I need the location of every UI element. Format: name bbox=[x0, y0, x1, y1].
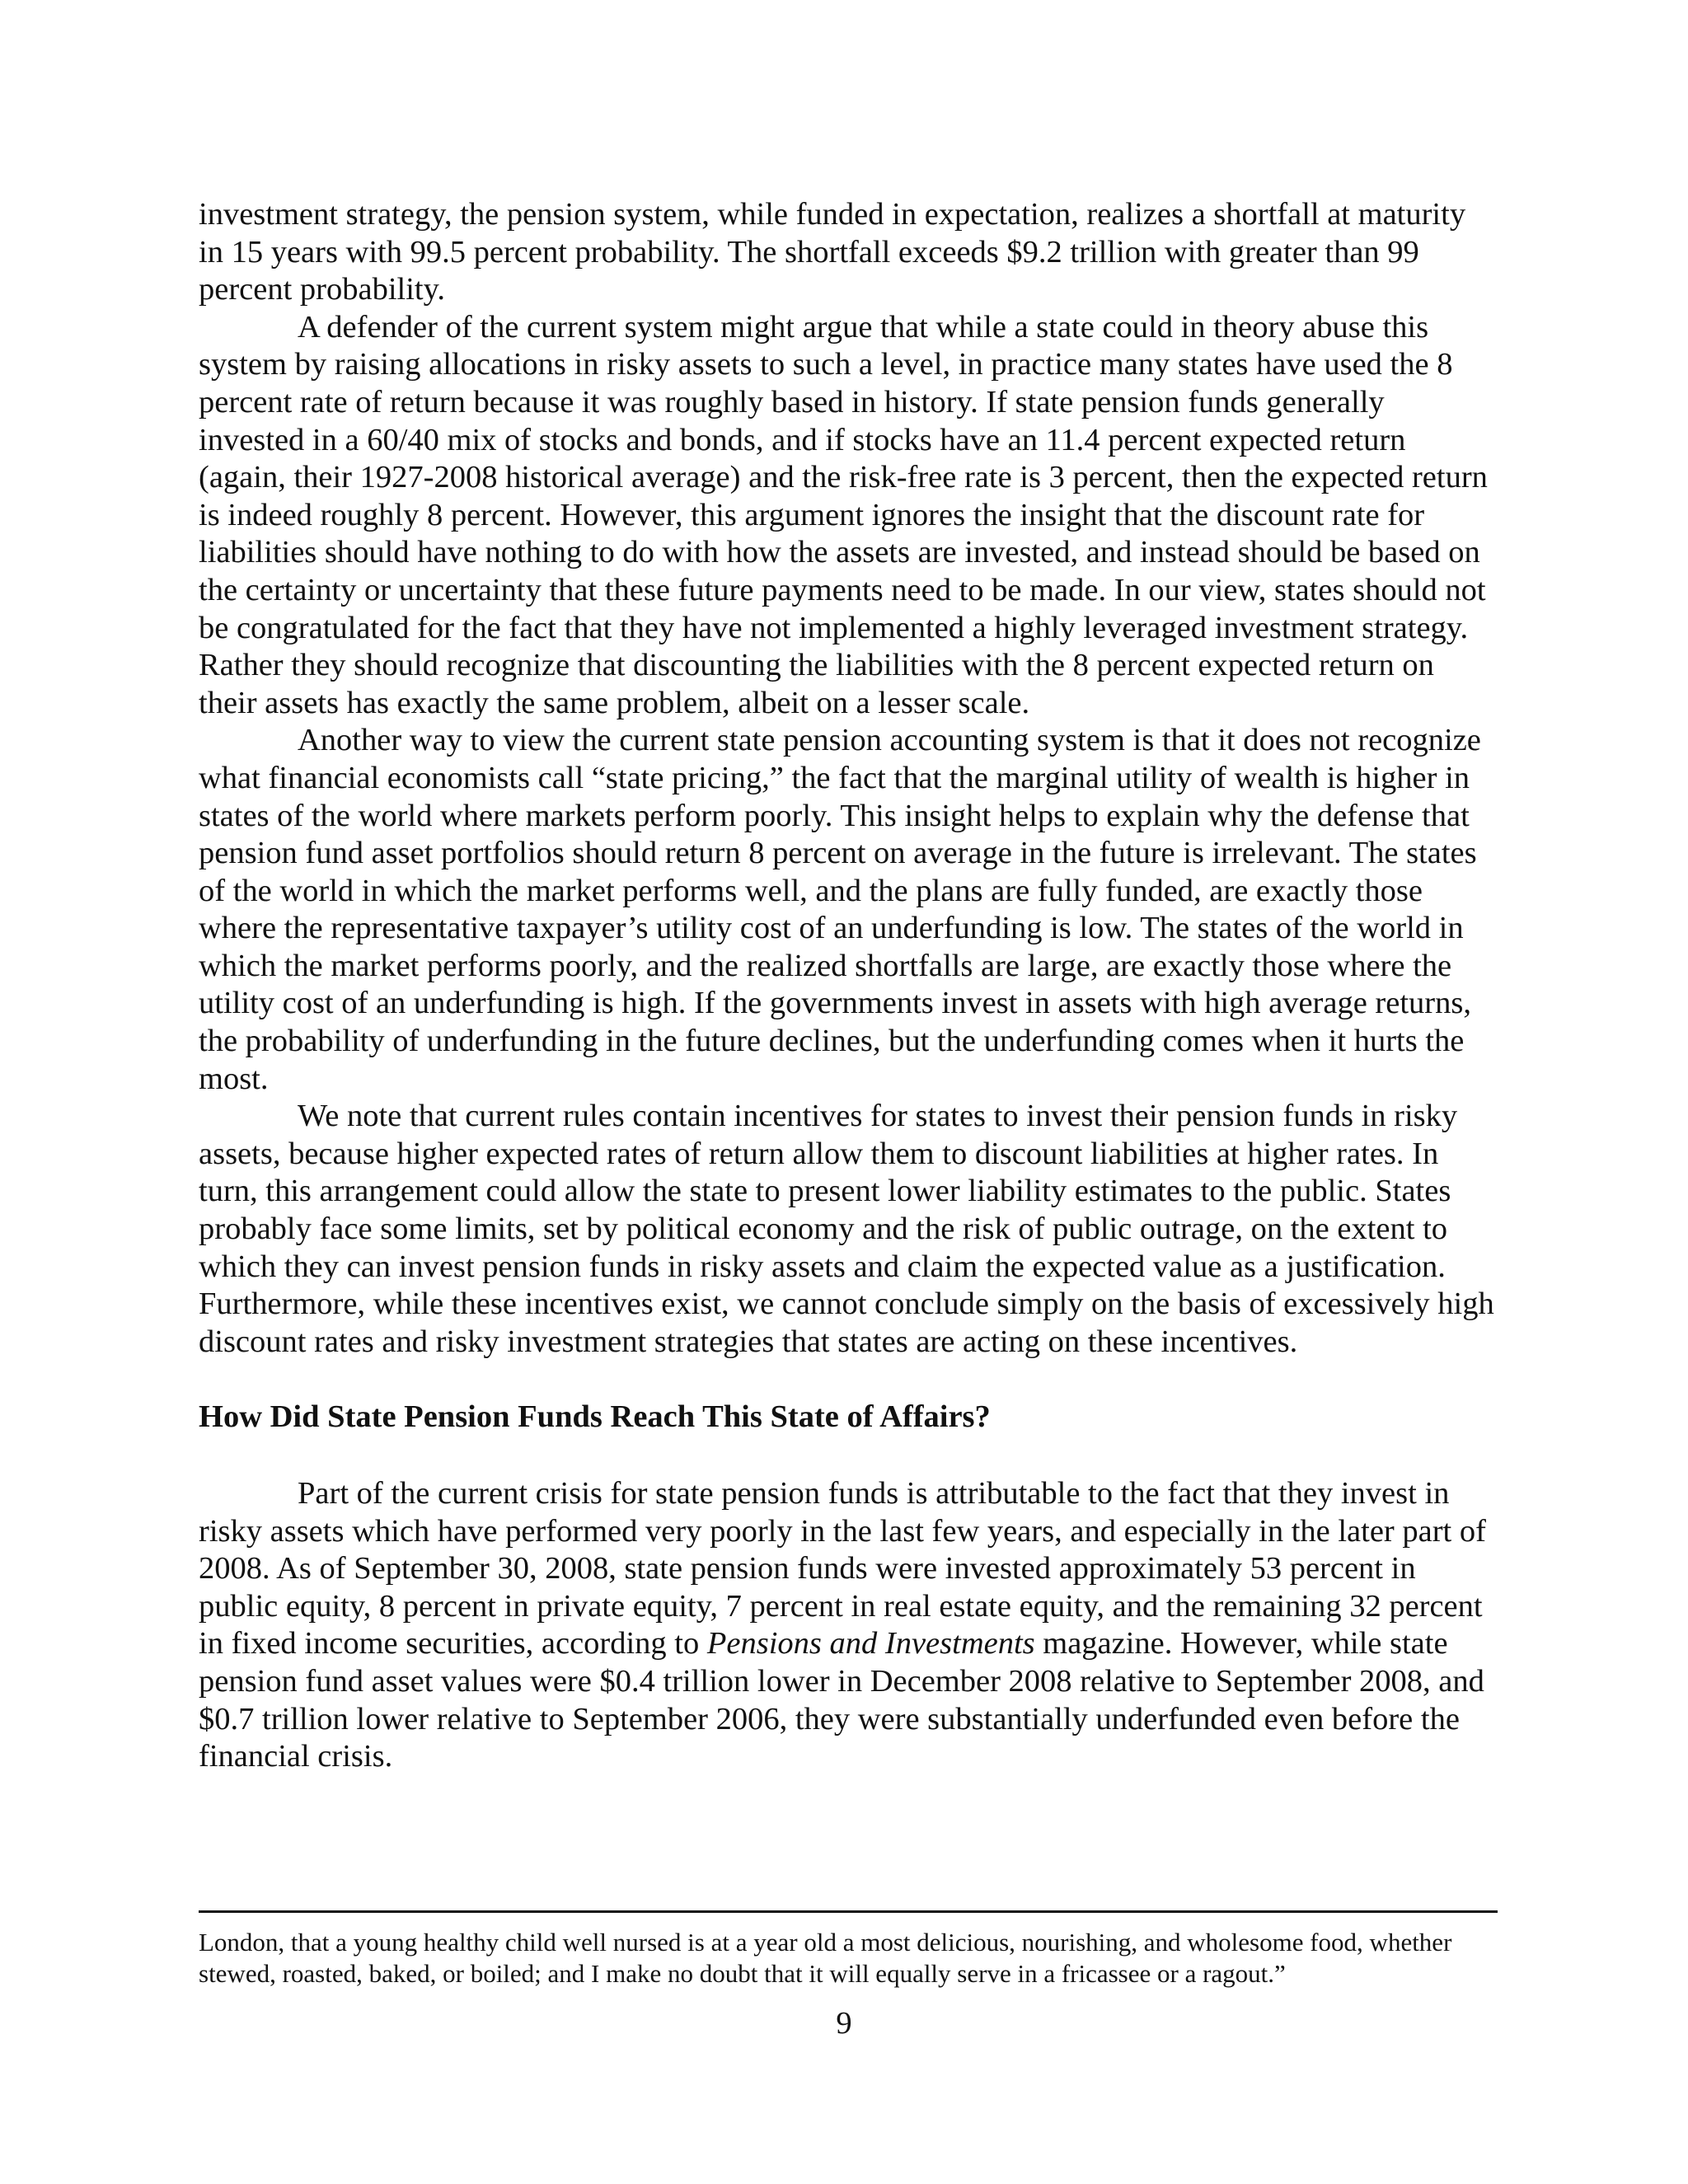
page-number: 9 bbox=[836, 2006, 852, 2041]
page-body bbox=[199, 196, 1498, 1776]
publication-title: Pensions and Investments bbox=[706, 1626, 1035, 1661]
paragraph-state-pricing: Another way to view the current state pension accounting system is that it does not recognize what financial economists call “state pricing,” the fact that the marginal utility of wealth is higher in states of the world where markets perform poorly. This insight helps to explain why the defense that pension fund asset portfolios should return 8 percent on average in the future is irrelevant. The states of the world in which the market performs well, and the plans are fully funded, are exactly those where the representative taxpayer’s utility cost of an underfunding is low. The states of the world in which the market performs poorly, and the realized shortfalls are large, are exactly those where the utility cost of an underfunding is high. If the governments invest in assets with high average returns, the probability of underfunding in the future declines, but the underfunding comes when it hurts the most. bbox=[199, 723, 1481, 1096]
footnote-divider bbox=[199, 1910, 1498, 1913]
paragraph-incentives: We note that current rules contain incentives for states to invest their pension funds in risky assets, because higher expected rates of return allow them to discount liabilities at higher rates. In turn, this arrangement could allow the state to present lower liability estimates to the public. States probably face some limits, set by political economy and the risk of public outrage, on the extent to which they can invest pension funds in risky assets and claim the expected value as a justification. Furthermore, while these incentives exist, we cannot conclude simply on the basis of excessively high discount rates and risky investment strategies that states are acting on these incentives. bbox=[199, 1099, 1494, 1359]
footnote-text: London, that a young healthy child well nursed is at a year old a most delicious, nourishing, and wholesome food, whether stewed, roasted, baked, or boiled; and I make no doubt that it will equally serve in a fricassee or a ragout.” bbox=[199, 1928, 1452, 1988]
paragraph-defender-argument: A defender of the current system might argue that while a state could in theory abuse this system by raising allocations in risky assets to such a level, in practice many states have used the 8 percent rate of return because it was roughly based in history. If state pension funds generally invested in a 60/40 mix of stocks and bonds, and if stocks have an 11.4 percent expected return (again, their 1927-2008 historical average) and the risk-free rate is 3 percent, then the expected return is indeed roughly 8 percent. However, this argument ignores the insight that the discount rate for liabilities should have nothing to do with how the assets are invested, and instead should be based on the certainty or uncertainty that these future payments need to be made. In our view, states should not be congratulated for the fact that they have not implemented a highly leveraged investment strategy. Rather they should recognize that discounting the liabilities with the 8 percent expected return on their assets has exactly the same problem, albeit on a lesser scale. bbox=[199, 309, 1488, 720]
paragraph-text-after-italic: magazine. However, while state pension fund asset values were $0.4 trillion lower in December 2008 relative to September 2008, and $0.7 trillion lower relative to September 2006, they were substantially underfunded even before the financial crisis. bbox=[199, 1626, 1484, 1774]
paragraph-text-before-italic: Part of the current crisis for state pension funds is attributable to the fact that they invest in risky assets which have performed very poorly in the last few years, and especially in the later part of 2008. As of September 30, 2008, state pension funds were invested approximately 53 percent in public equity, 8 percent in private equity, 7 percent in real estate equity, and the remaining 32 percent in fixed income securities, according to bbox=[199, 1476, 1486, 1661]
paragraph-current-crisis bbox=[199, 1475, 1498, 1776]
paragraph-continued: investment strategy, the pension system, while funded in expectation, realizes a shortfall at maturity in 15 years with 99.5 percent probability. The shortfall exceeds $9.2 trillion with greater than 99 percent probability. bbox=[199, 197, 1466, 307]
section-heading: How Did State Pension Funds Reach This State of Affairs? bbox=[199, 1399, 991, 1435]
